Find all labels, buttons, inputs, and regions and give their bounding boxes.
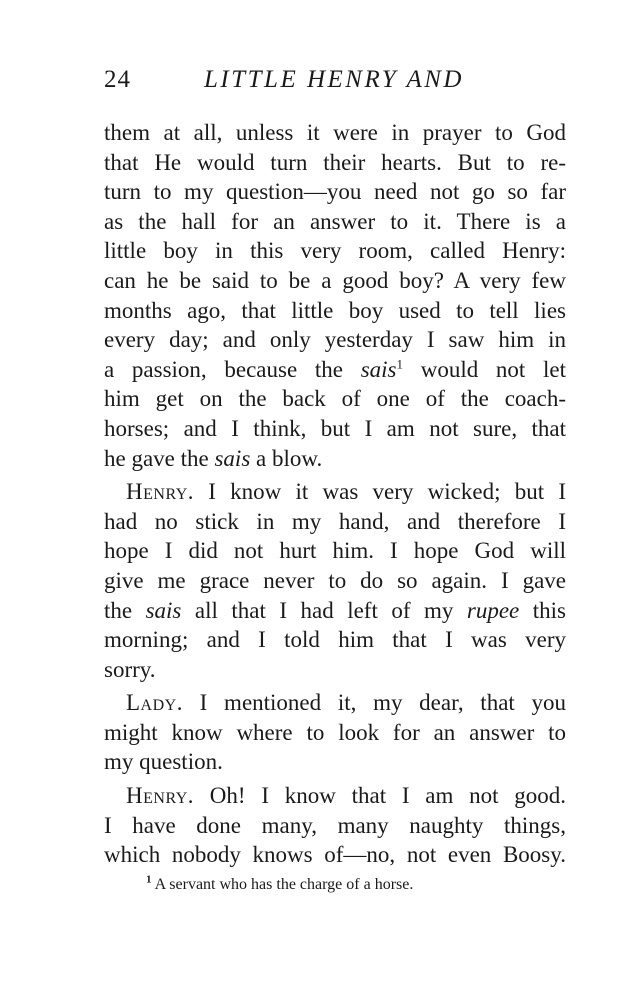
speaker-name: Lady. xyxy=(126,690,183,716)
footnote-ref: 1 xyxy=(396,356,403,372)
running-title: LITTLE HENRY AND xyxy=(204,66,464,93)
text-run: Oh! I know that I am not good. xyxy=(194,783,566,809)
text-line: turn to my question—you need not go so far xyxy=(104,179,566,205)
text-run: a passion, because the xyxy=(104,356,343,382)
italic-word: rupee xyxy=(466,597,520,623)
text-line: every day; and only yesterday I saw him in xyxy=(104,327,566,353)
paragraph-1 xyxy=(104,118,566,473)
paragraph-3 xyxy=(104,688,566,777)
text-line: as the hall for an answer to it. There is a xyxy=(104,208,566,234)
speaker-name: Henry. xyxy=(126,783,195,809)
body-text xyxy=(104,118,566,870)
text-line xyxy=(104,477,566,507)
text-line: which nobody knows of—no, not even Boosy. xyxy=(104,842,566,868)
italic-word: sais xyxy=(360,356,397,382)
paragraph-2 xyxy=(104,477,566,684)
text-line xyxy=(104,444,566,474)
text-line: them at all, unless it were in prayer to God xyxy=(104,120,566,145)
footnote-text: A servant who has the charge of a horse. xyxy=(151,876,414,893)
text-line: give me grace never to do so again. I gave xyxy=(104,567,566,593)
text-line: morning; and I told him that I was very xyxy=(104,627,566,653)
text-line: might know where to look for an answer to xyxy=(104,719,566,745)
text-line: him get on the back of one of the coach- xyxy=(104,386,566,412)
text-line: sorry. xyxy=(104,656,156,682)
text-line: I have done many, many naughty things, xyxy=(104,812,566,838)
speaker-name: Henry. xyxy=(126,479,195,505)
text-run: a blow. xyxy=(250,445,323,471)
page-number: 24 xyxy=(104,66,131,93)
text-line: hope I did not hurt him. I hope God will xyxy=(104,538,566,564)
text-run: all that I had left of my xyxy=(181,597,467,623)
text-line: my question. xyxy=(104,749,223,775)
text-line: that He would turn their hearts. But to re- xyxy=(104,149,566,175)
text-line xyxy=(104,688,566,718)
text-line: had no stick in my hand, and therefore I xyxy=(104,508,566,534)
italic-word: sais xyxy=(145,597,182,623)
text-run: the xyxy=(104,597,146,623)
text-line: horses; and I think, but I am not sure, that xyxy=(104,415,566,441)
text-run: would not let xyxy=(403,356,567,382)
running-header xyxy=(104,66,524,106)
text-run: I know it was very wicked; but I xyxy=(194,479,566,505)
text-line: can he be said to be a good boy? A very few xyxy=(104,267,566,293)
text-line xyxy=(104,781,566,811)
text-run: this xyxy=(519,597,566,623)
text-line xyxy=(104,355,566,385)
text-line: little boy in this very room, called Henry: xyxy=(104,238,566,264)
paragraph-4 xyxy=(104,781,566,870)
footnote-marker: 1 xyxy=(146,873,152,886)
footnote xyxy=(146,873,414,894)
text-line: months ago, that little boy used to tell lies xyxy=(104,297,566,323)
text-run: he gave the xyxy=(104,445,215,471)
text-run: I mentioned it, my dear, that you xyxy=(182,690,566,716)
italic-word: sais xyxy=(214,445,251,471)
text-line xyxy=(104,596,566,626)
